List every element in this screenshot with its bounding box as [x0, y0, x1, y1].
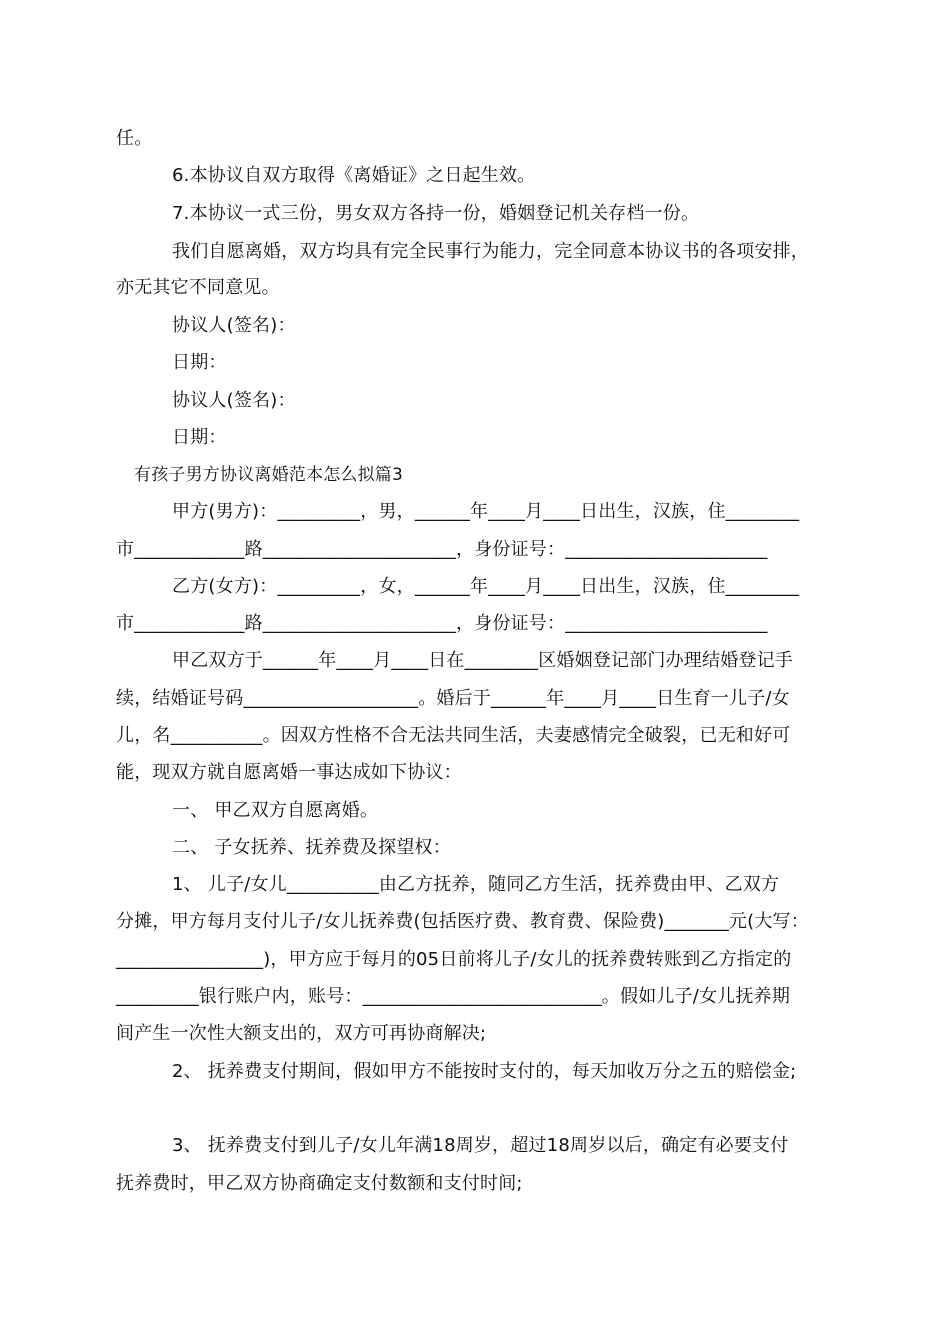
text-line: 3、 抚养费支付到儿子/女儿年满18周岁，超过18周岁以后，确定有必要支付	[172, 1135, 789, 1156]
text-line: 2、 抚养费支付期间，假如甲方不能按时支付的，每天加收万分之五的赔偿金;	[172, 1061, 797, 1082]
text-line: 亦无其它不同意见。	[116, 277, 280, 298]
text-line: 任。	[116, 128, 153, 149]
text-line: 乙方(女方)：_________，女，______年____月____日出生，汉族，住________	[172, 576, 800, 597]
clause-heading: 一、 甲乙双方自愿离婚。	[172, 800, 379, 821]
text-line: 分摊，甲方每月支付儿子/女儿抚养费(包括医疗费、教育费、保险费)_______元(大写：	[116, 911, 809, 932]
text-line: 续，结婚证号码___________________。婚后于______年____月____日生育一儿子/女	[116, 688, 790, 709]
text-line: 儿，名__________。因双方性格不合无法共同生活，夫妻感情完全破裂，已无和好可	[116, 725, 791, 746]
text-line: 我们自愿离婚，双方均具有完全民事行为能力，完全同意本协议书的各项安排，	[172, 241, 809, 262]
text-line: 市____________路_____________________，身份证号：______________________	[116, 613, 768, 634]
text-line: 市____________路_____________________，身份证号：______________________	[116, 539, 768, 560]
date-label: 日期：	[172, 427, 227, 448]
text-line: 甲乙双方于______年____月____日在________区婚姻登记部门办理结婚登记手	[172, 650, 793, 671]
section-heading: 有孩子男方协议离婚范本怎么拟篇3	[134, 465, 404, 485]
signature-label: 协议人(签名)：	[172, 315, 296, 336]
text-line: 甲方(男方)：_________，男，______年____月____日出生，汉族，住________	[172, 501, 800, 522]
text-line: 间产生一次性大额支出的，双方可再协商解决;	[116, 1023, 487, 1044]
text-line: 7.本协议一式三份，男女双方各持一份，婚姻登记机关存档一份。	[172, 203, 700, 224]
text-line: ________________)，甲方应于每月的05日前将儿子/女儿的抚养费转账到乙方指定的	[116, 949, 792, 970]
text-line: 抚养费时，甲乙双方协商确定支付数额和支付时间;	[116, 1173, 523, 1194]
text-line: 6.本协议自双方取得《离婚证》之日起生效。	[172, 165, 536, 186]
text-line: _________银行账户内，账号：__________________________。假如儿子/女儿抚养期	[116, 986, 791, 1007]
signature-label: 协议人(签名)：	[172, 390, 296, 411]
text-line: 1、 儿子/女儿__________由乙方抚养，随同乙方生活，抚养费由甲、乙双方	[172, 874, 780, 895]
text-line: 能，现双方就自愿离婚一事达成如下协议：	[116, 762, 462, 783]
clause-heading: 二、 子女抚养、抚养费及探望权：	[172, 837, 451, 858]
date-label: 日期：	[172, 352, 227, 373]
